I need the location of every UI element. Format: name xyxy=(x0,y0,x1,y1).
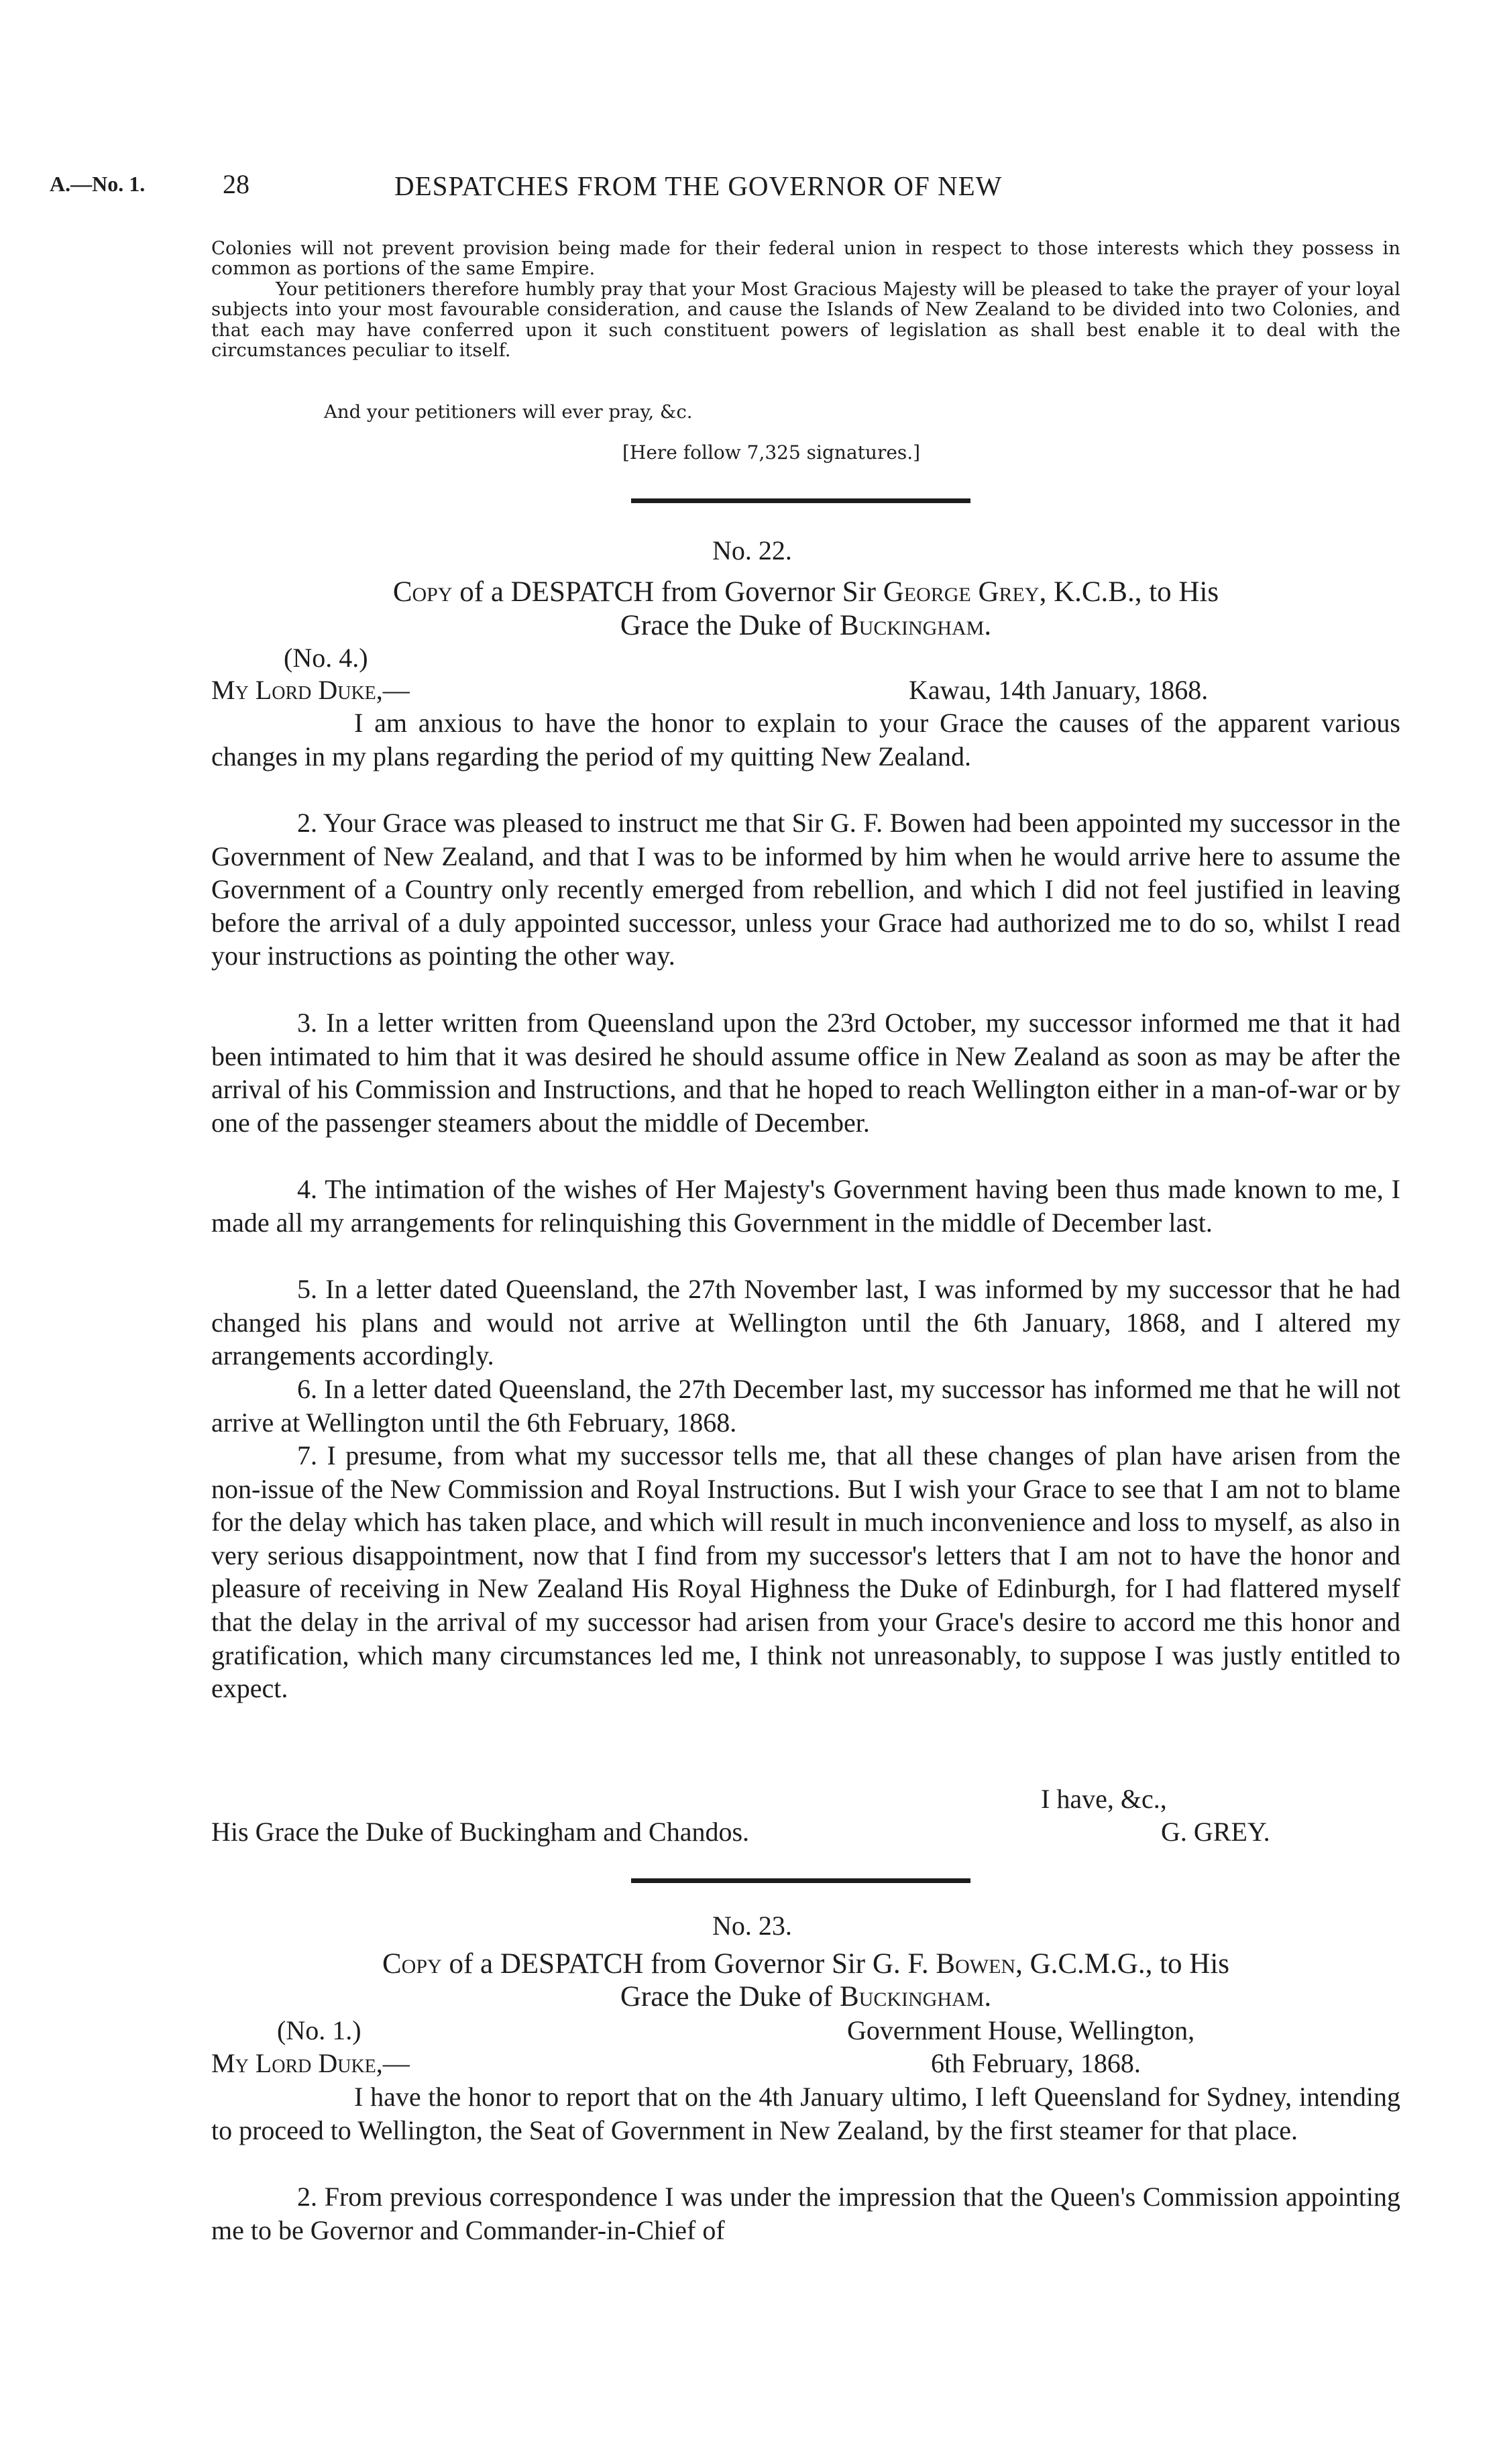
despatch-22-paragraph-7: 7. I presume, from what my successor tells me, that all these changes of plan have arisen from the non-issue of the New Commission and Royal Instructions. But I wish your Grace to see that I am not to blame for the delay which has taken place, and which will result in much inconvenience and loss to myself, as also in very serious disappointment, now that I find from my successor's letters that I am not to have the honor and pleasure of receiving in New Zealand His Royal Highness the Duke of Edinburgh, for I had flattered myself that the delay in the arrival of my successor had arisen from your Grace's desire to accord me this honor and gratification, which many circumstances led me, I think not unreasonably, to suppose I was justly entitled to expect. xyxy=(211,1440,1400,1704)
despatch-22-addressee: His Grace the Duke of Buckingham and Chandos. xyxy=(211,1817,750,1847)
despatch-23-place: Government House, Wellington, xyxy=(847,2015,1195,2045)
despatch-22-copy-label: Copy xyxy=(392,576,453,608)
despatch-22-title-text: of a DESPATCH from Governor Sir xyxy=(452,576,883,608)
despatch-23-date: 6th February, 1868. xyxy=(931,2048,1141,2078)
despatch-23-title-line-2 xyxy=(211,1980,1400,2013)
despatch-23-title-line-1 xyxy=(211,1947,1400,1980)
despatch-23-title-line-2-end: . xyxy=(984,1981,992,2013)
page-number: 28 xyxy=(223,169,249,199)
despatch-23-copy-label: Copy xyxy=(382,1948,442,1980)
despatch-22-title-line-2 xyxy=(211,609,1400,642)
despatch-23-paragraph-2: 2. From previous correspondence I was under the impression that the Queen's Commission appointing me to be Governor and Commander-in-Chief of xyxy=(211,2182,1400,2245)
section-divider-2 xyxy=(631,1878,970,1883)
despatch-22-closing: I have, &c., xyxy=(1041,1784,1167,1814)
despatch-23-salutation: My Lord Duke,— xyxy=(211,2048,410,2078)
despatch-23-title-end: , G.C.M.G., to His xyxy=(1015,1948,1230,1980)
despatch-22-governor-name: George Grey xyxy=(883,576,1040,608)
despatch-22-paragraph-2: 2. Your Grace was pleased to instruct me that Sir G. F. Bowen had been appointed my successor in the Government of New Zealand, and that I was to be informed by him when he would arrive here to assume the Government of a Country only recently emerged from rebellion, and which I did not feel justified in leaving before the arrival of a duly appointed successor, unless your Grace had authorized me to do so, whilst I read your instructions as pointing the other way. xyxy=(211,808,1400,971)
petition-paragraph-3: And your petitioners will ever pray, &c. xyxy=(324,401,693,423)
running-title: DESPATCHES FROM THE GOVERNOR OF NEW xyxy=(394,170,1003,201)
despatch-22-place-date: Kawau, 14th January, 1868. xyxy=(909,675,1209,705)
despatch-22-salutation: My Lord Duke,— xyxy=(211,675,410,705)
petition-signatures-note: [Here follow 7,325 signatures.] xyxy=(622,441,921,464)
despatch-22-duke-name: Buckingham xyxy=(840,610,985,641)
despatch-22-title-line-2-text: Grace the Duke of xyxy=(620,610,840,641)
despatch-23-paragraph-1: I have the honor to report that on the 4th January ultimo, I left Queensland for Sydney, intending to proceed to Wellington, the Seat of Government in New Zealand, by the first steamer for that place. xyxy=(211,2082,1400,2145)
despatch-22-number: No. 22. xyxy=(712,535,792,566)
despatch-22-paragraph-6: 6. In a letter dated Queensland, the 27th December last, my successor has informed me that he will not arrive at Wellington until the 6th February, 1868. xyxy=(211,1374,1400,1438)
despatch-22-title-end: , K.C.B., to His xyxy=(1039,576,1219,608)
despatch-22-paragraph-3: 3. In a letter written from Queensland upon the 23rd October, my successor informed me that it had been intimated to him that it was desired he should assume office in New Zealand as soon as may be after the arrival of his Commission and Instructions, and that he hoped to reach Wellington either in a man-of-war or by one of the passenger steamers about the middle of December. xyxy=(211,1008,1400,1138)
despatch-23-reference: (No. 1.) xyxy=(277,2015,361,2045)
despatch-23-duke-name: Buckingham xyxy=(840,1981,985,2013)
petition-paragraph-2: Your petitioners therefore humbly pray that your Most Gracious Majesty will be pleased to take the prayer of your loyal subjects into your most favourable consideration, and cause the Islands of New Zealand to be divided into two Colonies, and that each may have conferred upon it such constituent powers of legislation as shall best enable it to deal with the circumstances peculiar to itself. xyxy=(211,278,1400,362)
despatch-22-paragraph-4: 4. The intimation of the wishes of Her Majesty's Government having been thus made known to me, I made all my arrangements for relinquishing this Government in the middle of December last. xyxy=(211,1174,1400,1238)
despatch-22-paragraph-1: I am anxious to have the honor to explain to your Grace the causes of the apparent various changes in my plans regarding the period of my quitting New Zealand. xyxy=(211,708,1400,771)
despatch-22-signature: G. GREY. xyxy=(1161,1817,1270,1847)
despatch-22-paragraph-5: 5. In a letter dated Queensland, the 27th November last, I was informed by my successor that he had changed his plans and would not arrive at Wellington until the 6th January, 1868, and I altered my arrangements accordingly. xyxy=(211,1274,1400,1371)
document-reference: A.—No. 1. xyxy=(50,172,146,196)
despatch-22-title-line-1 xyxy=(211,576,1400,608)
petition-paragraph-1: Colonies will not prevent provision being made for their federal union in respect to those interests which they possess in common as portions of the same Empire. xyxy=(211,237,1400,280)
despatch-23-title-text: of a DESPATCH from Governor Sir G. F. xyxy=(441,1948,936,1980)
section-divider-1 xyxy=(631,498,970,503)
despatch-23-number: No. 23. xyxy=(712,1911,792,1941)
despatch-22-title-line-2-end: . xyxy=(984,610,992,641)
despatch-22-reference: (No. 4.) xyxy=(284,643,368,673)
despatch-23-title-line-2-text: Grace the Duke of xyxy=(620,1981,840,2013)
despatch-23-governor-name: Bowen xyxy=(936,1948,1016,1980)
